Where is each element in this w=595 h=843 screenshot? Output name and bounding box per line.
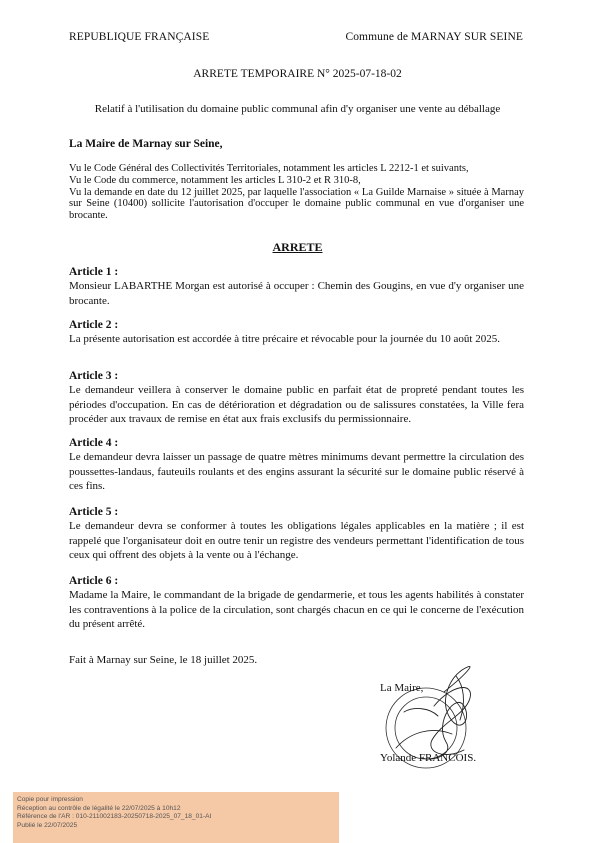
article-3: [69, 369, 524, 427]
footer-line: Référence de l'AR : 010-211002183-20250718-2025_07_18_01-AI: [17, 813, 212, 821]
decree-title: ARRETE TEMPORAIRE N° 2025-07-18-02: [193, 68, 402, 80]
republic-header: REPUBLIQUE FRANÇAISE: [69, 31, 210, 43]
arrete-heading: ARRETE: [272, 240, 323, 254]
article-text: Le demandeur devra laisser un passage de quatre mètres minimums devant permettre la circulation des poussettes-landaus, fauteuils roulants et des engins assurant la sécurité sur le domaine public réservé à ces fins.: [69, 451, 524, 493]
article-6: [69, 574, 524, 632]
legality-stamp-box: [13, 792, 339, 843]
vu-clause: Vu le Code du commerce, notamment les articles L 310-2 et R 310-8,: [69, 175, 361, 186]
article-5: [69, 505, 524, 563]
vu-clause: Vu le Code Général des Collectivités Territoriales, notamment les articles L 2212-1 et suivants,: [69, 163, 469, 174]
article-text: Le demandeur devra se conformer à toutes les obligations légales applicables en la matière ; il est rappelé que l'organisateur doit en outre tenir un registre des vendeurs permettant l'identification de tous ceux qui offrent des objets à la vente ou à l'échange.: [69, 520, 524, 562]
commune-header: Commune de MARNAY SUR SEINE: [345, 31, 523, 43]
article-text: Monsieur LABARTHE Morgan est autorisé à occuper : Chemin des Gougins, en vue d'y organiser une brocante.: [69, 280, 524, 307]
article-title: Article 1 :: [69, 266, 119, 278]
footer-line: Réception au contrôle de légalité le 22/07/2025 à 10h12: [17, 804, 181, 812]
mayor-heading: La Maire de Marnay sur Seine,: [69, 138, 223, 150]
article-title: Article 6 :: [69, 575, 119, 587]
footer-line: Copie pour impression: [17, 796, 83, 803]
article-title: Article 3 :: [69, 370, 119, 382]
article-4: [69, 436, 524, 494]
signature-title: La Maire,: [380, 682, 424, 694]
signatory-name: Yolande FRANCOIS.: [380, 752, 477, 764]
article-title: Article 4 :: [69, 437, 119, 449]
article-1: [69, 265, 524, 308]
article-2: [69, 318, 524, 347]
article-text: La présente autorisation est accordée à titre précaire et révocable pour la journée du 10 août 2025.: [69, 333, 500, 345]
signed-at-line: Fait à Marnay sur Seine, le 18 juillet 2025.: [69, 654, 258, 666]
decree-subject: Relatif à l'utilisation du domaine public communal afin d'y organiser une vente au déballage: [94, 103, 501, 115]
footer-line: Publié le 22/07/2025: [17, 821, 78, 829]
article-text: Madame la Maire, le commandant de la brigade de gendarmerie, et tous les agents habilités à constater les contraventions à la police de la circulation, sont chargés chacun en ce qui le concerne de l'exécution du présent arrêté.: [69, 589, 524, 631]
article-title: Article 5 :: [69, 506, 119, 518]
article-title: Article 2 :: [69, 319, 119, 331]
article-text: Le demandeur veillera à conserver le domaine public en parfait état de propreté pendant toutes les périodes d'occupation. En cas de détérioration et dégradation ou de salissures constatées, la Ville fera procéder aux travaux de remise en état aux frais exclusifs du permissionnaire.: [69, 384, 524, 426]
vu-clause: Vu la demande en date du 12 juillet 2025, par laquelle l'association « La Guilde Marnaise » située à Marnay sur Seine (10400) sollicite l'autorisation d'occuper le domaine public communal en vue d'organiser une brocante.: [69, 187, 524, 221]
